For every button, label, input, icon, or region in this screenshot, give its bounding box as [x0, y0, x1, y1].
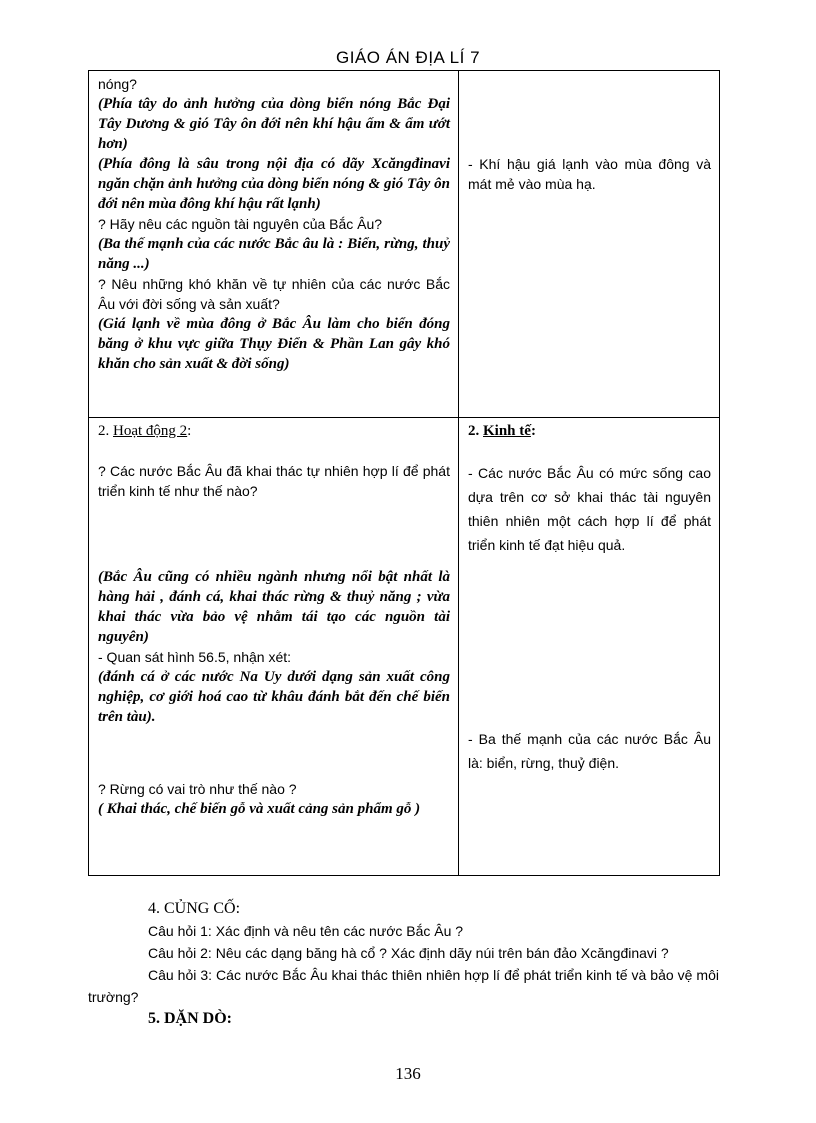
activity-column [89, 417, 459, 875]
question-forest: ? Rừng có vai trò như thế nào ? [98, 780, 297, 797]
question-difficulties: ? Nêu những khó khăn về tự nhiên của các nước Bắc Âu với đời sống và sản xuất? [98, 276, 450, 312]
content-column [459, 417, 720, 875]
answer-resources: (Ba thế mạnh của các nước Bắc âu là : Biển, rừng, thuỷ năng ...) [98, 236, 450, 272]
strengths-note: - Ba thế mạnh của các nước Bắc Âu là: biển, rừng, thuỷ điện. [468, 730, 711, 771]
question-resources: ? Hãy nêu các nguồn tài nguyên của Bắc Âu? [98, 216, 383, 232]
lesson-table [88, 70, 720, 876]
answer-forest: ( Khai thác, chế biến gỗ và xuất cảng sản phẩm gỗ ) [98, 800, 421, 817]
activity-2-heading: 2. Hoạt động 2: [98, 422, 192, 439]
economy-title: Kinh tế [483, 422, 531, 439]
observe-figure: - Quan sát hình 56.5, nhận xét: [98, 648, 292, 665]
consolidation-title: 4. CỦNG CỐ: [148, 900, 241, 917]
question-exploitation: ? Các nước Bắc Âu đã khai thác tự nhiên hợp lí để phát triển kinh tế như thế nào? [98, 462, 450, 499]
question-3: Câu hỏi 3: Các nước Bắc Âu khai thác thiên nhiên hợp lí để phát triển kinh tế và bảo vệ môi trường? [88, 967, 719, 1005]
economy-heading: 2. Kinh tế: [468, 422, 536, 439]
question-2: Câu hỏi 2: Nêu các dạng băng hà cổ ? Xác định dãy núi trên bán đảo Xcăngđinavi ? [148, 945, 669, 961]
answer-fishing: (đánh cá ở các nước Na Uy dưới dạng sản xuất công nghiệp, cơ giới hoá cao từ khâu đánh bắt đến chế biến trên tàu). [98, 668, 450, 725]
answer-exploitation: (Bắc Âu cũng có nhiều ngành nhưng nổi bật nhất là hàng hải , đánh cá, khai thác rừng & thuỷ năng ; vừa khai thác vừa bảo vệ nhằm tái tạo các nguồn tài nguyên) [98, 568, 450, 645]
answer-difficulties: (Giá lạnh về mùa đông ở Bắc Âu làm cho biển đóng băng ở khu vực giữa Thụy Điển & Phần Lan gây khó khăn cho sản xuất & đời sống) [98, 316, 450, 372]
page-number: 136 [395, 1064, 421, 1083]
activity-column [89, 71, 459, 418]
content-column [459, 71, 720, 418]
homework-title: 5. DẶN DÒ: [148, 1010, 232, 1027]
consolidation-section [88, 898, 719, 1030]
page-header: GIÁO ÁN ĐỊA LÍ 7 [335, 48, 481, 67]
table-row [89, 71, 720, 418]
economy-note: - Các nước Bắc Âu có mức sống cao dựa trên cơ sở khai thác tài nguyên thiên nhiên một cách hợp lí để phát triển kinh tế đạt hiệu quả. [468, 464, 711, 553]
answer-east: (Phía đông là sâu trong nội địa có dãy Xcăngđinavi ngăn chặn ảnh hưởng của dòng biển nóng & gió Tây ôn đới nên mùa đông khí hậu rất lạnh) [98, 156, 450, 212]
question-1: Câu hỏi 1: Xác định và nêu tên các nước Bắc Âu ? [148, 923, 464, 939]
table-row [89, 417, 720, 875]
activity-2-title: Hoạt động 2 [113, 422, 188, 439]
question-continuation: nóng? [98, 76, 137, 92]
answer-west: (Phía tây do ảnh hưởng của dòng biển nóng Bắc Đại Tây Dương & gió Tây ôn đới nên khí hậu ấm & ẩm ướt hơn) [98, 96, 450, 152]
climate-note: - Khí hậu giá lạnh vào mùa đông và mát mẻ vào mùa hạ. [468, 156, 711, 192]
